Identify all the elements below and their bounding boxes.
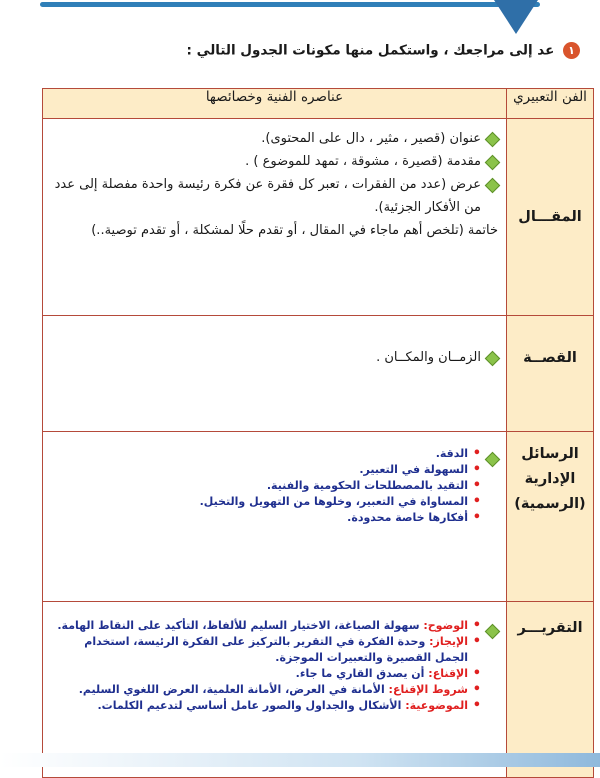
taqrir-list [51,618,481,714]
diamond-bullet-icon [485,178,501,194]
top-decoration [0,0,600,14]
diamond-bullet-icon [485,155,501,171]
list-item: • الدقة. [51,446,481,462]
list-item: مقدمة (قصيرة ، مشوقة ، تمهد للموضوع ) . [51,150,498,173]
content-cell-rasail [43,432,507,602]
list-item: • المساواة في التعبير، وخلوها من التهويل والتخيل. [51,494,481,510]
diamond-bullet-icon [485,351,501,367]
rasail-list [51,446,481,526]
question-text: عد إلى مراجعك ، واستكمل منها مكونات الجدول التالي : [186,42,555,59]
list-item: • الإيجاز: وحدة الفكرة في التقرير بالتركيز على الفكرة الرئيسة، استخدام الجمل القصيرة والتعبيرات الموجزة. [51,634,481,666]
form-cell-qissa: القصــة [507,316,594,432]
form-cell-rasail: الرسائل الإدارية (الرسمية) [507,432,594,602]
list-item: • الموضوعية: الأشكال والجداول والصور عامل أساسي لتدعيم الكلمات. [51,698,481,714]
list-item: • أفكارها خاصة محدودة. [51,510,481,526]
list-item: عنوان (قصير ، مثير ، دال على المحتوى). [51,127,498,150]
diamond-bullet-icon [485,132,501,148]
diamond-bullet-icon [485,452,501,468]
form-cell-maqal: المقـــال [507,119,594,316]
table-row-rasail [43,432,594,602]
header-elements: عناصره الفنية وخصائصها [43,89,507,119]
table-row-qissa [43,316,594,432]
closing-text: خاتمة (تلخص أهم ماجاء في المقال ، أو تقدم حلًا لمشكلة ، أو تقدم توصية..) [91,223,498,238]
form-cell-taqrir: التقريـــر [507,602,594,778]
question-prompt [20,42,580,59]
list-item: • الإقناع: أن يصدق القاري ما جاء. [51,666,481,682]
header-form: الفن التعبيري [507,89,594,119]
table-row-taqrir [43,602,594,778]
table-row-maqal [43,119,594,316]
bottom-decoration [0,753,600,767]
expression-arts-table [42,88,594,778]
list-item: الزمــان والمكــان . [51,346,498,369]
list-item: • شروط الإقناع: الأمانة في العرض، الأمانة العلمية، العرض اللغوي السليم. [51,682,481,698]
top-line [40,2,540,7]
question-number-badge: ١ [563,42,580,59]
table-header-row [43,89,594,119]
list-item: • التقيد بالمصطلحات الحكومية والفنية. [51,478,481,494]
list-item: • السهولة في التعبير. [51,462,481,478]
content-cell-qissa [43,316,507,432]
content-cell-maqal [43,119,507,316]
content-cell-taqrir [43,602,507,778]
list-item: عرض (عدد من الفقرات ، تعبر كل فقرة عن فكرة رئيسة واحدة مفصلة إلى عدد من الأفكار الجزئية). [51,173,498,219]
list-item: • الوضوح: سهولة الصياغة، الاختيار السليم للألفاظ، التأكيد على النقاط الهامة. [51,618,481,634]
top-triangle-icon [494,0,538,34]
diamond-bullet-icon [485,624,501,640]
